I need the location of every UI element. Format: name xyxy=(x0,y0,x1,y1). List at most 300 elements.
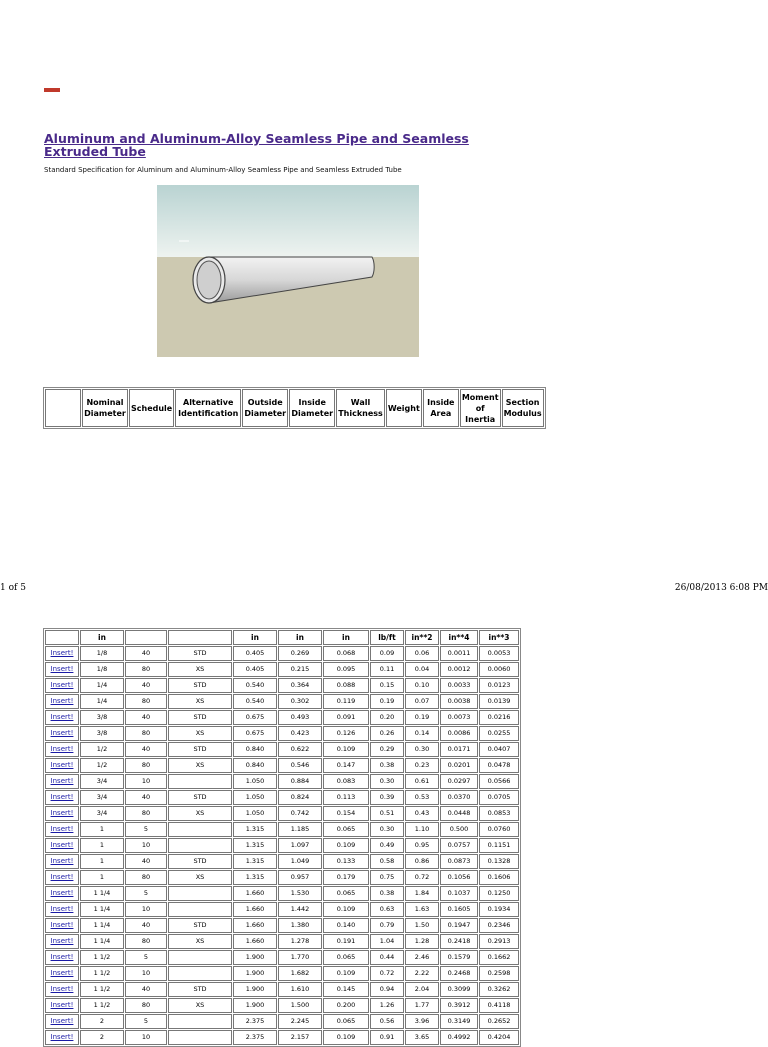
table-cell: 0.44 xyxy=(370,950,404,965)
table-cell: XS xyxy=(168,758,232,773)
table-cell: 0.147 xyxy=(323,758,369,773)
table-cell: 0.26 xyxy=(370,726,404,741)
table-cell: 0.3912 xyxy=(440,998,478,1013)
insert-link[interactable]: Insert! xyxy=(50,985,74,993)
insert-link[interactable]: Insert! xyxy=(50,809,74,817)
insert-link[interactable]: Insert! xyxy=(50,1017,74,1025)
table-cell: 40 xyxy=(125,982,167,997)
header-col-wall-thickness: Wall Thickness xyxy=(336,389,385,427)
table-cell: 0.4118 xyxy=(479,998,519,1013)
table-cell: 3.65 xyxy=(405,1030,439,1045)
table-cell: XS xyxy=(168,870,232,885)
table-cell: 1.315 xyxy=(233,822,277,837)
unit-cell xyxy=(168,630,232,645)
table-cell: 2.245 xyxy=(278,1014,322,1029)
page-number: 1 of 5 xyxy=(0,583,26,593)
insert-cell xyxy=(45,710,79,725)
insert-cell xyxy=(45,870,79,885)
header-col-schedule: Schedule xyxy=(129,389,174,427)
table-cell: STD xyxy=(168,646,232,661)
table-cell: 0.0448 xyxy=(440,806,478,821)
page-subtitle: Standard Specification for Aluminum and Aluminum-Alloy Seamless Pipe and Seamless Extruded Tube xyxy=(44,166,402,174)
insert-link[interactable]: Insert! xyxy=(50,873,74,881)
table-cell: 0.179 xyxy=(323,870,369,885)
table-cell: 1.185 xyxy=(278,822,322,837)
unit-cell: in**2 xyxy=(405,630,439,645)
insert-cell xyxy=(45,934,79,949)
table-cell: 80 xyxy=(125,806,167,821)
table-cell: 2.04 xyxy=(405,982,439,997)
insert-link[interactable]: Insert! xyxy=(50,729,74,737)
table-cell: 0.2598 xyxy=(479,966,519,981)
table-cell xyxy=(168,822,232,837)
table-cell: 0.109 xyxy=(323,1030,369,1045)
table-cell: 3/4 xyxy=(80,790,124,805)
table-cell: 0.72 xyxy=(370,966,404,981)
table-cell: 0.07 xyxy=(405,694,439,709)
table-cell: 0.0123 xyxy=(479,678,519,693)
table-cell: 0.065 xyxy=(323,886,369,901)
table-cell: 1.500 xyxy=(278,998,322,1013)
table-cell: 40 xyxy=(125,646,167,661)
insert-link[interactable]: Insert! xyxy=(50,745,74,753)
insert-link[interactable]: Insert! xyxy=(50,713,74,721)
table-cell: 0.540 xyxy=(233,694,277,709)
table-row xyxy=(45,886,519,901)
table-row xyxy=(45,998,519,1013)
unit-cell xyxy=(45,630,79,645)
insert-cell xyxy=(45,774,79,789)
insert-cell xyxy=(45,886,79,901)
unit-cell: in xyxy=(233,630,277,645)
table-cell: 5 xyxy=(125,822,167,837)
table-cell: 0.622 xyxy=(278,742,322,757)
table-cell: 0.58 xyxy=(370,854,404,869)
table-cell: 0.0073 xyxy=(440,710,478,725)
site-logo xyxy=(44,86,284,94)
insert-link[interactable]: Insert! xyxy=(50,905,74,913)
table-cell: 0.154 xyxy=(323,806,369,821)
table-cell: 80 xyxy=(125,870,167,885)
table-row xyxy=(45,790,519,805)
table-cell: XS xyxy=(168,662,232,677)
insert-cell xyxy=(45,1014,79,1029)
table-cell: 0.0216 xyxy=(479,710,519,725)
insert-link[interactable]: Insert! xyxy=(50,665,74,673)
unit-cell: in xyxy=(278,630,322,645)
table-cell: 1/2 xyxy=(80,742,124,757)
table-row xyxy=(45,950,519,965)
table-cell: 1.610 xyxy=(278,982,322,997)
table-cell: 1.315 xyxy=(233,854,277,869)
table-cell: 1 1/2 xyxy=(80,982,124,997)
table-cell: 2 xyxy=(80,1030,124,1045)
table-cell: 1.900 xyxy=(233,998,277,1013)
table-cell: 1.050 xyxy=(233,790,277,805)
table-row xyxy=(45,934,519,949)
table-cell: 1 1/4 xyxy=(80,886,124,901)
table-cell: 0.0566 xyxy=(479,774,519,789)
table-cell: 10 xyxy=(125,774,167,789)
header-col-inside-diameter: Inside Diameter xyxy=(289,389,335,427)
table-row xyxy=(45,870,519,885)
page-title[interactable]: Aluminum and Aluminum-Alloy Seamless Pipe and Seamless Extruded Tube xyxy=(44,131,469,159)
insert-cell xyxy=(45,982,79,997)
table-cell: 0.15 xyxy=(370,678,404,693)
table-row xyxy=(45,806,519,821)
table-cell: 0.1056 xyxy=(440,870,478,885)
header-col-blank xyxy=(45,389,81,427)
table-cell: 1 xyxy=(80,838,124,853)
table-cell: 0.493 xyxy=(278,710,322,725)
table-cell: 0.0853 xyxy=(479,806,519,821)
table-cell: 1.900 xyxy=(233,950,277,965)
table-cell: 1.315 xyxy=(233,870,277,885)
table-cell: 0.675 xyxy=(233,710,277,725)
table-cell: 0.109 xyxy=(323,838,369,853)
table-cell: 1/2 xyxy=(80,758,124,773)
table-cell xyxy=(168,966,232,981)
table-cell: 0.126 xyxy=(323,726,369,741)
insert-link[interactable]: Insert! xyxy=(50,857,74,865)
table-cell: 0.840 xyxy=(233,742,277,757)
table-cell: 1.900 xyxy=(233,966,277,981)
table-cell: 0.364 xyxy=(278,678,322,693)
table-cell: 0.19 xyxy=(370,694,404,709)
table-cell: 1.660 xyxy=(233,918,277,933)
logo-mark xyxy=(44,88,60,92)
table-cell: 1.050 xyxy=(233,774,277,789)
unit-cell: lb/ft xyxy=(370,630,404,645)
table-cell: 0.109 xyxy=(323,966,369,981)
table-cell: 0.140 xyxy=(323,918,369,933)
header-col-outside-diameter: Outside Diameter xyxy=(242,389,288,427)
table-cell: 0.884 xyxy=(278,774,322,789)
table-row xyxy=(45,822,519,837)
table-cell: 0.0053 xyxy=(479,646,519,661)
insert-cell xyxy=(45,950,79,965)
table-cell: 80 xyxy=(125,998,167,1013)
table-cell: STD xyxy=(168,982,232,997)
insert-link[interactable]: Insert! xyxy=(50,681,74,689)
print-timestamp: 26/08/2013 6:08 PM xyxy=(674,583,768,593)
table-cell: 0.1605 xyxy=(440,902,478,917)
table-cell: 0.14 xyxy=(405,726,439,741)
table-cell: 1/4 xyxy=(80,678,124,693)
table-cell: 0.145 xyxy=(323,982,369,997)
insert-cell xyxy=(45,742,79,757)
insert-cell xyxy=(45,822,79,837)
table-cell: 0.1662 xyxy=(479,950,519,965)
table-cell: 0.742 xyxy=(278,806,322,821)
table-cell: 0.088 xyxy=(323,678,369,693)
table-cell: 0.30 xyxy=(370,774,404,789)
table-cell: 0.0038 xyxy=(440,694,478,709)
table-cell: 0.269 xyxy=(278,646,322,661)
table-cell: 1.900 xyxy=(233,982,277,997)
table-cell: 0.63 xyxy=(370,902,404,917)
table-cell: 1.28 xyxy=(405,934,439,949)
table-cell: 0.0705 xyxy=(479,790,519,805)
table-cell: 0.0407 xyxy=(479,742,519,757)
table-cell xyxy=(168,774,232,789)
table-cell: 1.26 xyxy=(370,998,404,1013)
table-cell: 0.53 xyxy=(405,790,439,805)
table-row xyxy=(45,982,519,997)
insert-cell xyxy=(45,694,79,709)
table-cell: 0.95 xyxy=(405,838,439,853)
table-cell: 1 xyxy=(80,870,124,885)
table-row xyxy=(45,854,519,869)
insert-link[interactable]: Insert! xyxy=(50,969,74,977)
insert-cell xyxy=(45,662,79,677)
insert-cell xyxy=(45,918,79,933)
table-cell: 80 xyxy=(125,758,167,773)
table-cell: 40 xyxy=(125,854,167,869)
table-cell xyxy=(168,838,232,853)
header-col-nominal-diameter: Nominal Diameter xyxy=(82,389,128,427)
insert-link[interactable]: Insert! xyxy=(50,1001,74,1009)
table-cell: 1 1/2 xyxy=(80,998,124,1013)
table-cell: 2.157 xyxy=(278,1030,322,1045)
insert-link[interactable]: Insert! xyxy=(50,889,74,897)
table-cell: 0.1328 xyxy=(479,854,519,869)
table-cell: STD xyxy=(168,790,232,805)
table-cell: 0.0370 xyxy=(440,790,478,805)
table-cell: 0.49 xyxy=(370,838,404,853)
table-cell: 3/8 xyxy=(80,726,124,741)
header-col-moment-of-inertia: Moment of Inertia xyxy=(460,389,501,427)
table-cell: 0.30 xyxy=(370,822,404,837)
table-cell xyxy=(168,886,232,901)
table-cell: 0.200 xyxy=(323,998,369,1013)
table-cell: 0.4992 xyxy=(440,1030,478,1045)
table-cell: 0.065 xyxy=(323,822,369,837)
table-row xyxy=(45,838,519,853)
table-cell: 1.50 xyxy=(405,918,439,933)
table-row xyxy=(45,1030,519,1045)
table-cell: 1.84 xyxy=(405,886,439,901)
table-cell: 3/4 xyxy=(80,774,124,789)
header-col-inside-area: Inside Area xyxy=(423,389,459,427)
table-cell: STD xyxy=(168,854,232,869)
unit-cell xyxy=(125,630,167,645)
unit-cell: in xyxy=(80,630,124,645)
insert-cell xyxy=(45,998,79,1013)
insert-link[interactable]: Insert! xyxy=(50,793,74,801)
table-cell: 0.095 xyxy=(323,662,369,677)
table-cell: 1.530 xyxy=(278,886,322,901)
insert-cell xyxy=(45,966,79,981)
header-col-alt-identification: Alternative Identification xyxy=(175,389,241,427)
table-cell: 0.2418 xyxy=(440,934,478,949)
table-cell: 3.96 xyxy=(405,1014,439,1029)
table-cell: XS xyxy=(168,694,232,709)
table-cell: XS xyxy=(168,726,232,741)
header-table xyxy=(43,387,546,429)
unit-cell: in**4 xyxy=(440,630,478,645)
table-cell: 0.09 xyxy=(370,646,404,661)
table-cell: 0.840 xyxy=(233,758,277,773)
table-cell: 10 xyxy=(125,902,167,917)
table-row xyxy=(45,902,519,917)
table-cell: 0.675 xyxy=(233,726,277,741)
table-cell: 0.957 xyxy=(278,870,322,885)
table-cell: 0.091 xyxy=(323,710,369,725)
table-cell: 0.23 xyxy=(405,758,439,773)
insert-link[interactable]: Insert! xyxy=(50,937,74,945)
header-col-section-modulus: Section Modulus xyxy=(502,389,544,427)
table-cell: 0.1947 xyxy=(440,918,478,933)
table-cell: STD xyxy=(168,742,232,757)
table-cell: 1.097 xyxy=(278,838,322,853)
table-cell: 40 xyxy=(125,710,167,725)
table-cell xyxy=(168,1030,232,1045)
table-cell: 1 1/4 xyxy=(80,918,124,933)
table-cell: 40 xyxy=(125,790,167,805)
table-cell: 0.1151 xyxy=(479,838,519,853)
table-cell: 0.0171 xyxy=(440,742,478,757)
table-cell: 0.109 xyxy=(323,902,369,917)
table-cell: 0.0060 xyxy=(479,662,519,677)
table-row xyxy=(45,742,519,757)
table-cell: XS xyxy=(168,998,232,1013)
table-cell: 0.083 xyxy=(323,774,369,789)
table-cell: 0.119 xyxy=(323,694,369,709)
table-cell: 0.824 xyxy=(278,790,322,805)
insert-link[interactable]: Insert! xyxy=(50,697,74,705)
table-cell: 80 xyxy=(125,726,167,741)
table-cell: 0.113 xyxy=(323,790,369,805)
table-cell: 1.315 xyxy=(233,838,277,853)
table-cell: 0.2346 xyxy=(479,918,519,933)
header-col-weight: Weight xyxy=(386,389,422,427)
table-cell: 1.050 xyxy=(233,806,277,821)
table-cell: 0.61 xyxy=(405,774,439,789)
table-cell: 3/4 xyxy=(80,806,124,821)
table-cell: 0.1037 xyxy=(440,886,478,901)
table-cell: XS xyxy=(168,806,232,821)
table-cell: 0.72 xyxy=(405,870,439,885)
table-cell: 0.133 xyxy=(323,854,369,869)
table-cell: 0.0757 xyxy=(440,838,478,853)
table-cell: 0.065 xyxy=(323,1014,369,1029)
table-cell: 0.405 xyxy=(233,646,277,661)
pipe-image xyxy=(157,185,419,357)
table-cell: 80 xyxy=(125,662,167,677)
table-cell: 0.10 xyxy=(405,678,439,693)
table-cell: 0.91 xyxy=(370,1030,404,1045)
table-cell: 40 xyxy=(125,678,167,693)
insert-link[interactable]: Insert! xyxy=(50,825,74,833)
table-cell: 0.500 xyxy=(440,822,478,837)
table-cell: 0.0478 xyxy=(479,758,519,773)
table-cell: 80 xyxy=(125,694,167,709)
table-cell: 1.63 xyxy=(405,902,439,917)
table-cell: 0.75 xyxy=(370,870,404,885)
table-cell: 2.375 xyxy=(233,1014,277,1029)
insert-cell xyxy=(45,790,79,805)
table-cell: 1.660 xyxy=(233,886,277,901)
table-cell: STD xyxy=(168,710,232,725)
insert-link[interactable]: Insert! xyxy=(50,1033,74,1041)
table-cell: 0.38 xyxy=(370,886,404,901)
table-cell: 0.86 xyxy=(405,854,439,869)
table-cell: 0.30 xyxy=(405,742,439,757)
table-cell: 1/8 xyxy=(80,646,124,661)
table-cell: 0.2652 xyxy=(479,1014,519,1029)
table-cell: 2 xyxy=(80,1014,124,1029)
table-cell: 0.3262 xyxy=(479,982,519,997)
table-cell: 0.3149 xyxy=(440,1014,478,1029)
table-cell: 0.94 xyxy=(370,982,404,997)
table-cell: 0.04 xyxy=(405,662,439,677)
table-cell xyxy=(168,950,232,965)
table-cell: STD xyxy=(168,918,232,933)
table-cell: 2.46 xyxy=(405,950,439,965)
table-cell: 0.38 xyxy=(370,758,404,773)
insert-link[interactable]: Insert! xyxy=(50,841,74,849)
table-cell: 80 xyxy=(125,934,167,949)
table-cell: 1 1/2 xyxy=(80,950,124,965)
insert-link[interactable]: Insert! xyxy=(50,761,74,769)
insert-link[interactable]: Insert! xyxy=(50,777,74,785)
unit-cell: in**3 xyxy=(479,630,519,645)
insert-cell xyxy=(45,1030,79,1045)
table-cell: 5 xyxy=(125,886,167,901)
table-cell xyxy=(168,1014,232,1029)
table-row xyxy=(45,774,519,789)
insert-link[interactable]: Insert! xyxy=(50,921,74,929)
insert-link[interactable]: Insert! xyxy=(50,953,74,961)
table-cell: 0.109 xyxy=(323,742,369,757)
table-cell: 1.660 xyxy=(233,934,277,949)
table-cell: 1 xyxy=(80,854,124,869)
table-cell: 0.191 xyxy=(323,934,369,949)
table-cell: 0.540 xyxy=(233,678,277,693)
table-cell: 0.0255 xyxy=(479,726,519,741)
table-cell: 0.29 xyxy=(370,742,404,757)
table-cell: 1/8 xyxy=(80,662,124,677)
table-cell: 0.0012 xyxy=(440,662,478,677)
pipe-data-table xyxy=(43,628,521,1047)
table-row xyxy=(45,966,519,981)
table-cell: 0.3099 xyxy=(440,982,478,997)
insert-cell xyxy=(45,854,79,869)
table-cell: 0.0086 xyxy=(440,726,478,741)
table-cell: 0.068 xyxy=(323,646,369,661)
table-cell: 40 xyxy=(125,742,167,757)
table-row xyxy=(45,758,519,773)
table-row xyxy=(45,726,519,741)
table-cell: 0.2468 xyxy=(440,966,478,981)
table-cell: 40 xyxy=(125,918,167,933)
table-row xyxy=(45,918,519,933)
table-cell: 1 1/4 xyxy=(80,934,124,949)
table-cell xyxy=(168,902,232,917)
table-cell: 0.2913 xyxy=(479,934,519,949)
table-cell: 0.0033 xyxy=(440,678,478,693)
table-cell: 0.215 xyxy=(278,662,322,677)
table-cell: 0.56 xyxy=(370,1014,404,1029)
table-cell: 1.049 xyxy=(278,854,322,869)
insert-cell xyxy=(45,726,79,741)
table-cell: 0.4204 xyxy=(479,1030,519,1045)
table-cell: 1.770 xyxy=(278,950,322,965)
table-cell: 2.22 xyxy=(405,966,439,981)
insert-link[interactable]: Insert! xyxy=(50,649,74,657)
table-cell: 0.546 xyxy=(278,758,322,773)
